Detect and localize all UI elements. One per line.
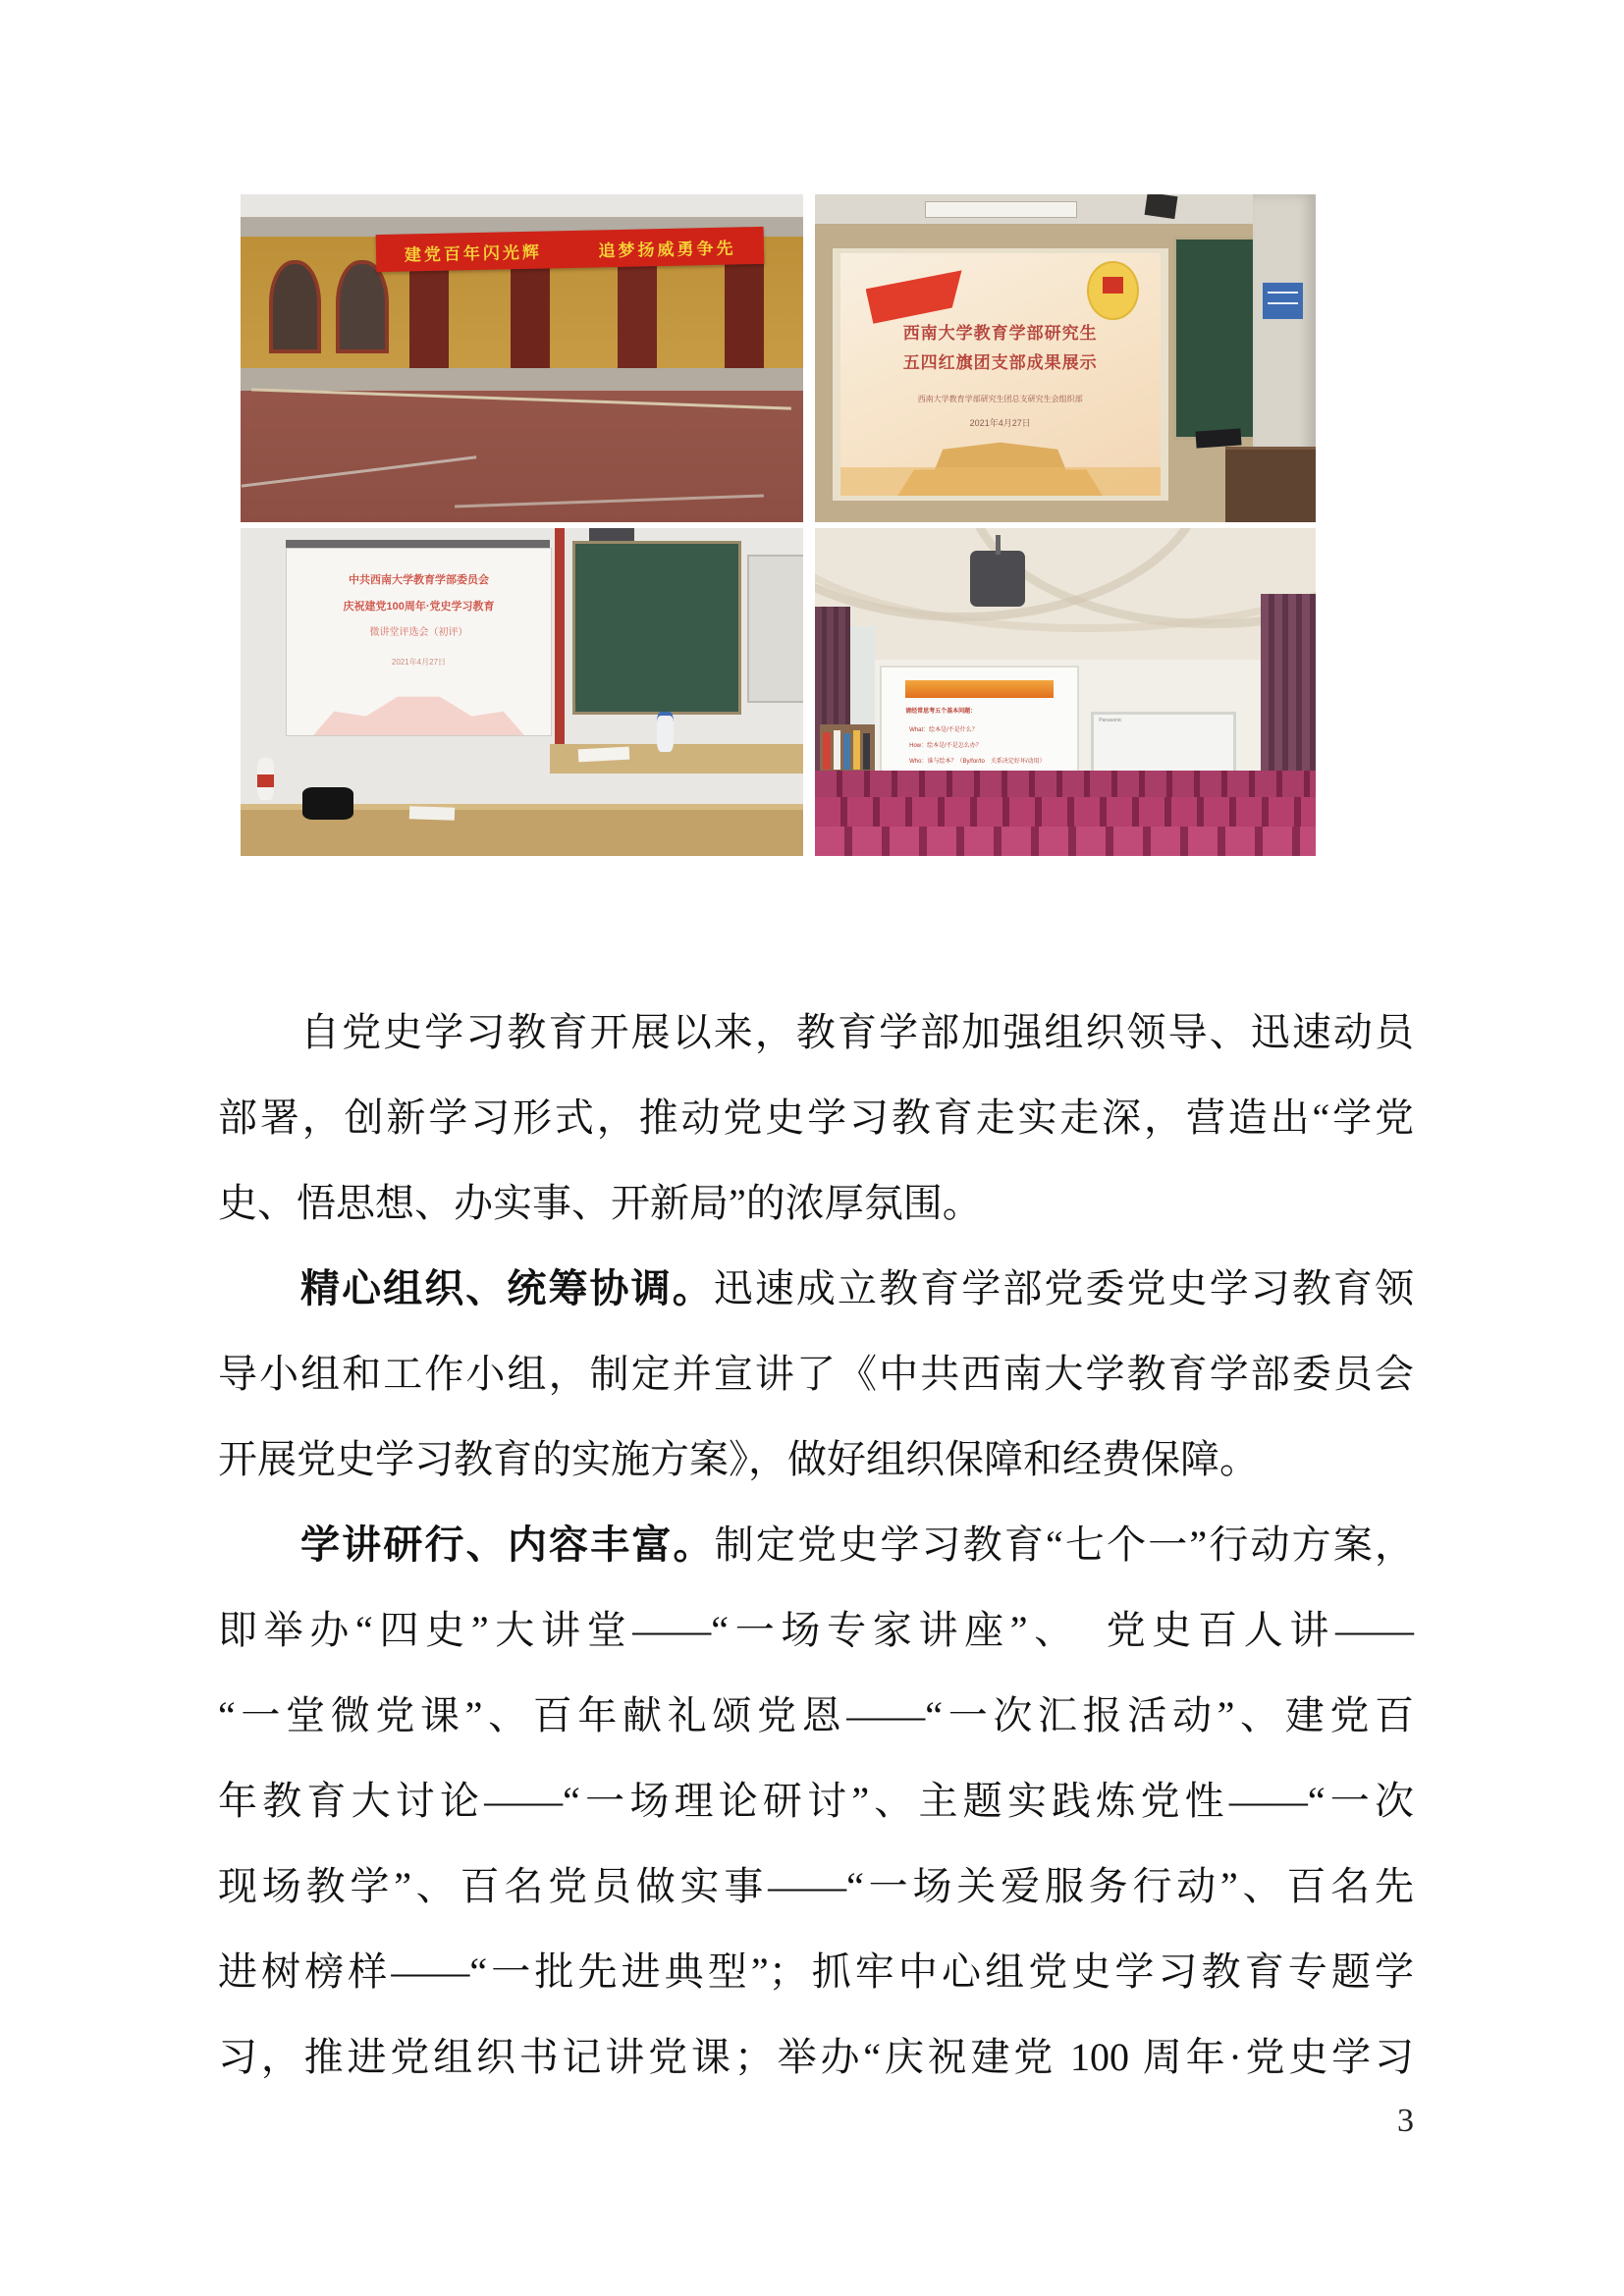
emblem-flag [1103,277,1124,294]
water-bottle [257,758,274,800]
book [834,730,840,770]
slide-heading: 请经常思考五个基本问题： [905,708,977,715]
whiteboard [747,555,803,703]
slide-date: 2021年4月27日 [969,417,1031,428]
slide-bullet: How：绘本是/不是怎么办？ [909,743,982,749]
seat-row [815,771,1316,797]
bold-lead: 精心组织、统筹协调。 [300,1266,714,1310]
sky [241,194,803,217]
arched-window [336,260,389,353]
text-line: 部署，创新学习形式，推动党史学习教育走实走深，营造出“学党 [218,1095,1414,1140]
hanging-projector [970,551,1025,607]
text-line: 年教育大讨论——“一场理论研讨”、主题实践炼党性——“一次 [218,1779,1414,1823]
photo-tug-of-war [241,194,803,522]
seat-row [815,797,1316,827]
text-line: 习，推进党组织书记讲党课；举办“庆祝建党 100 周年·党史学习 [218,2035,1414,2079]
text-line: 导小组和工作小组，制定并宣讲了《中共西南大学教育学部委员会 [218,1352,1414,1396]
page-number: 3 [1397,2103,1414,2139]
document-body-text [218,989,1414,2100]
papers [409,806,455,821]
league-emblem [1087,261,1139,321]
paragraph-2 [218,1246,1414,1502]
photo-lecture-evaluation [241,528,803,856]
projection-screen [840,253,1161,496]
blue-sign [1263,283,1303,319]
concrete-edge [241,368,803,391]
text-line [218,1246,1414,1331]
seat-row [815,827,1316,856]
slide-line1: 中共西南大学教育学部委员会 [348,573,489,586]
red-banner [375,227,764,273]
photo-lecture-hall [815,528,1316,856]
arched-window [269,260,322,353]
door [618,256,657,368]
golden-haze [840,467,1161,497]
slide-date: 2021年4月27日 [391,658,447,667]
bold-lead: 学讲研行、内容丰富。 [300,1522,715,1567]
text-line: 开展党史学习教育的实施方案》，做好组织保障和经费保障。 [218,1437,1259,1481]
slide-bullet: Who：谁与绘本？（By/for/to 关系决定好坏/动用） [909,759,1046,766]
slide-line2: 庆祝建党100周年·党史学习教育 [343,600,495,613]
text-line: 史、悟思想、办实事、开新局”的浓厚氛围。 [218,1181,982,1225]
line-rest: 制定党史学习教育“七个一”行动方案， [714,1522,1415,1567]
water-bottle [657,712,674,752]
slide-bullet: What：绘本是/不是什么？ [909,726,978,733]
door [409,256,449,368]
red-flag-graphic [866,270,962,323]
book [823,732,830,770]
paragraph-1 [218,989,1414,1246]
screen-rail [286,540,550,548]
slide-subtitle: 西南大学教育学部研究生团总支研究生会组织部 [917,395,1083,404]
red-pipe [555,528,565,744]
slide-line3: 微讲堂评选会（初评） [369,627,468,639]
book [853,730,860,770]
podium [1225,447,1316,522]
line-rest: 迅速成立教育学部党委党史学习教育领 [713,1266,1415,1310]
text-line: 即举办“四史”大讲堂——“一场专家讲座”、 党史百人讲—— [218,1608,1414,1652]
ceiling-light [925,201,1077,218]
book [863,733,870,770]
sign-line [1268,302,1298,304]
text-line: “一堂微党课”、百年献礼颂党恩——“一次汇报活动”、建党百 [218,1693,1414,1737]
pink-building-graphic [313,687,524,735]
bottle-label [257,774,274,787]
chalkboard [1173,237,1262,439]
text-line: 进树榜样——“一批先进典型”；抓牢中心组党史学习教育专题学 [218,1949,1414,1994]
door [511,256,550,368]
book [843,733,850,770]
projection-screen [286,548,552,736]
chalkboard [572,541,741,714]
photo-presentation-classroom [815,194,1316,522]
projector-mount [996,535,1001,555]
laptop [1195,429,1241,449]
speaker-box [1144,194,1177,219]
paragraph-3 [218,1502,1414,2100]
door [725,256,764,368]
papers [577,746,628,762]
slide-title-line1: 西南大学教育学部研究生 [902,323,1098,343]
text-line: 现场教学”、百名党员做实事——“一场关爱服务行动”、百名先 [218,1864,1414,1908]
banner-text-left: 建党百年闪光辉 [404,242,542,264]
banner-text-right: 追梦扬威勇争先 [597,238,736,260]
text-line: 自党史学习教育开展以来，教育学部加强组织领导、迅速动员 [300,1010,1414,1054]
whiteboard-brand: Panasonic [1099,718,1122,724]
slide-title-bar [905,680,1054,698]
text-line [218,1502,1414,1587]
sign-line [1268,292,1298,294]
slide-title-line2: 五四红旗团支部成果展示 [902,352,1098,372]
black-folder [302,787,353,820]
